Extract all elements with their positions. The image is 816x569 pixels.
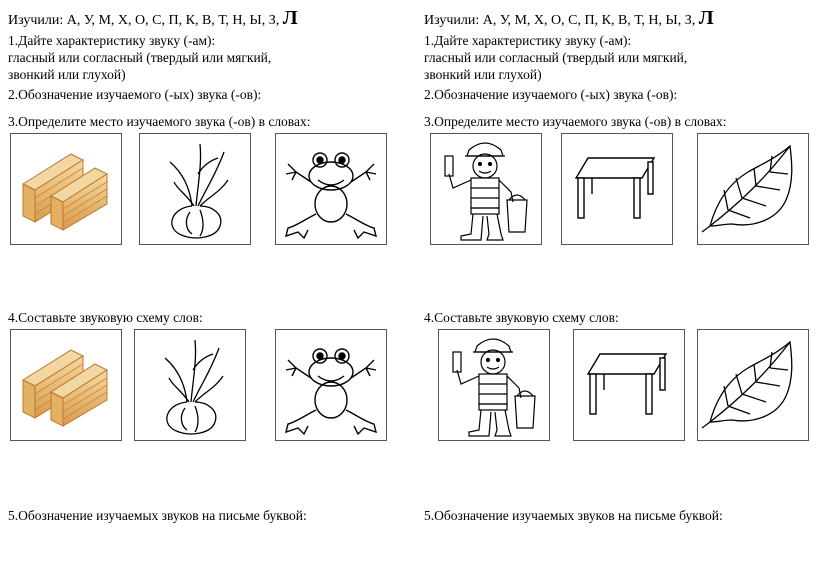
onion-icon xyxy=(135,330,245,440)
task5: 5.Обозначение изучаемых звуков на письме буквой: xyxy=(424,508,723,523)
worksheet-right xyxy=(416,0,816,569)
frog-image xyxy=(275,133,387,245)
studied-letter: Л xyxy=(698,7,714,29)
leaf-icon xyxy=(698,134,808,244)
task3: 3.Определите место изучаемого звука (-ов) в словах: xyxy=(8,114,311,129)
onion-image xyxy=(139,133,251,245)
onion-icon xyxy=(140,134,250,244)
table-image xyxy=(561,133,673,245)
worksheet-left xyxy=(0,0,400,569)
task5: 5.Обозначение изучаемых звуков на письме буквой: xyxy=(8,508,307,523)
task1-line1: 1.Дайте характеристику звуку (-ам): xyxy=(8,33,216,48)
table-icon xyxy=(574,330,684,440)
builder-icon xyxy=(431,134,541,244)
studied-prefix: Изучили: А, У, М, Х, О, С, П, К, В, Т, Н, Ы, З, xyxy=(424,13,696,28)
table-icon xyxy=(562,134,672,244)
builder-image-2 xyxy=(438,329,550,441)
task1-line2: гласный или согласный (твердый или мягкий, xyxy=(424,50,688,65)
leaf-icon xyxy=(698,330,808,440)
wafers-image-2 xyxy=(10,329,122,441)
frog-icon xyxy=(276,330,386,440)
wafers-image xyxy=(10,133,122,245)
task3: 3.Определите место изучаемого звука (-ов) в словах: xyxy=(424,114,727,129)
leaf-image-2 xyxy=(697,329,809,441)
studied-letter: Л xyxy=(282,7,298,29)
table-image-2 xyxy=(573,329,685,441)
task4: 4.Составьте звуковую схему слов: xyxy=(424,310,619,325)
onion-image-2 xyxy=(134,329,246,441)
leaf-image xyxy=(697,133,809,245)
wafers-icon xyxy=(11,330,121,440)
wafers-icon xyxy=(11,134,121,244)
task1-line1: 1.Дайте характеристику звуку (-ам): xyxy=(424,33,632,48)
task1-line3: звонкий или глухой) xyxy=(424,67,542,82)
studied-letters xyxy=(8,9,298,30)
studied-prefix: Изучили: А, У, М, Х, О, С, П, К, В, Т, Н, Ы, З, xyxy=(8,13,280,28)
task1-line2: гласный или согласный (твердый или мягкий, xyxy=(8,50,272,65)
builder-icon xyxy=(439,330,549,440)
task4: 4.Составьте звуковую схему слов: xyxy=(8,310,203,325)
frog-icon xyxy=(276,134,386,244)
task1-line3: звонкий или глухой) xyxy=(8,67,126,82)
frog-image-2 xyxy=(275,329,387,441)
task2: 2.Обозначение изучаемого (-ых) звука (-ов): xyxy=(424,87,678,102)
task2: 2.Обозначение изучаемого (-ых) звука (-ов): xyxy=(8,87,262,102)
builder-image xyxy=(430,133,542,245)
studied-letters xyxy=(424,9,714,30)
